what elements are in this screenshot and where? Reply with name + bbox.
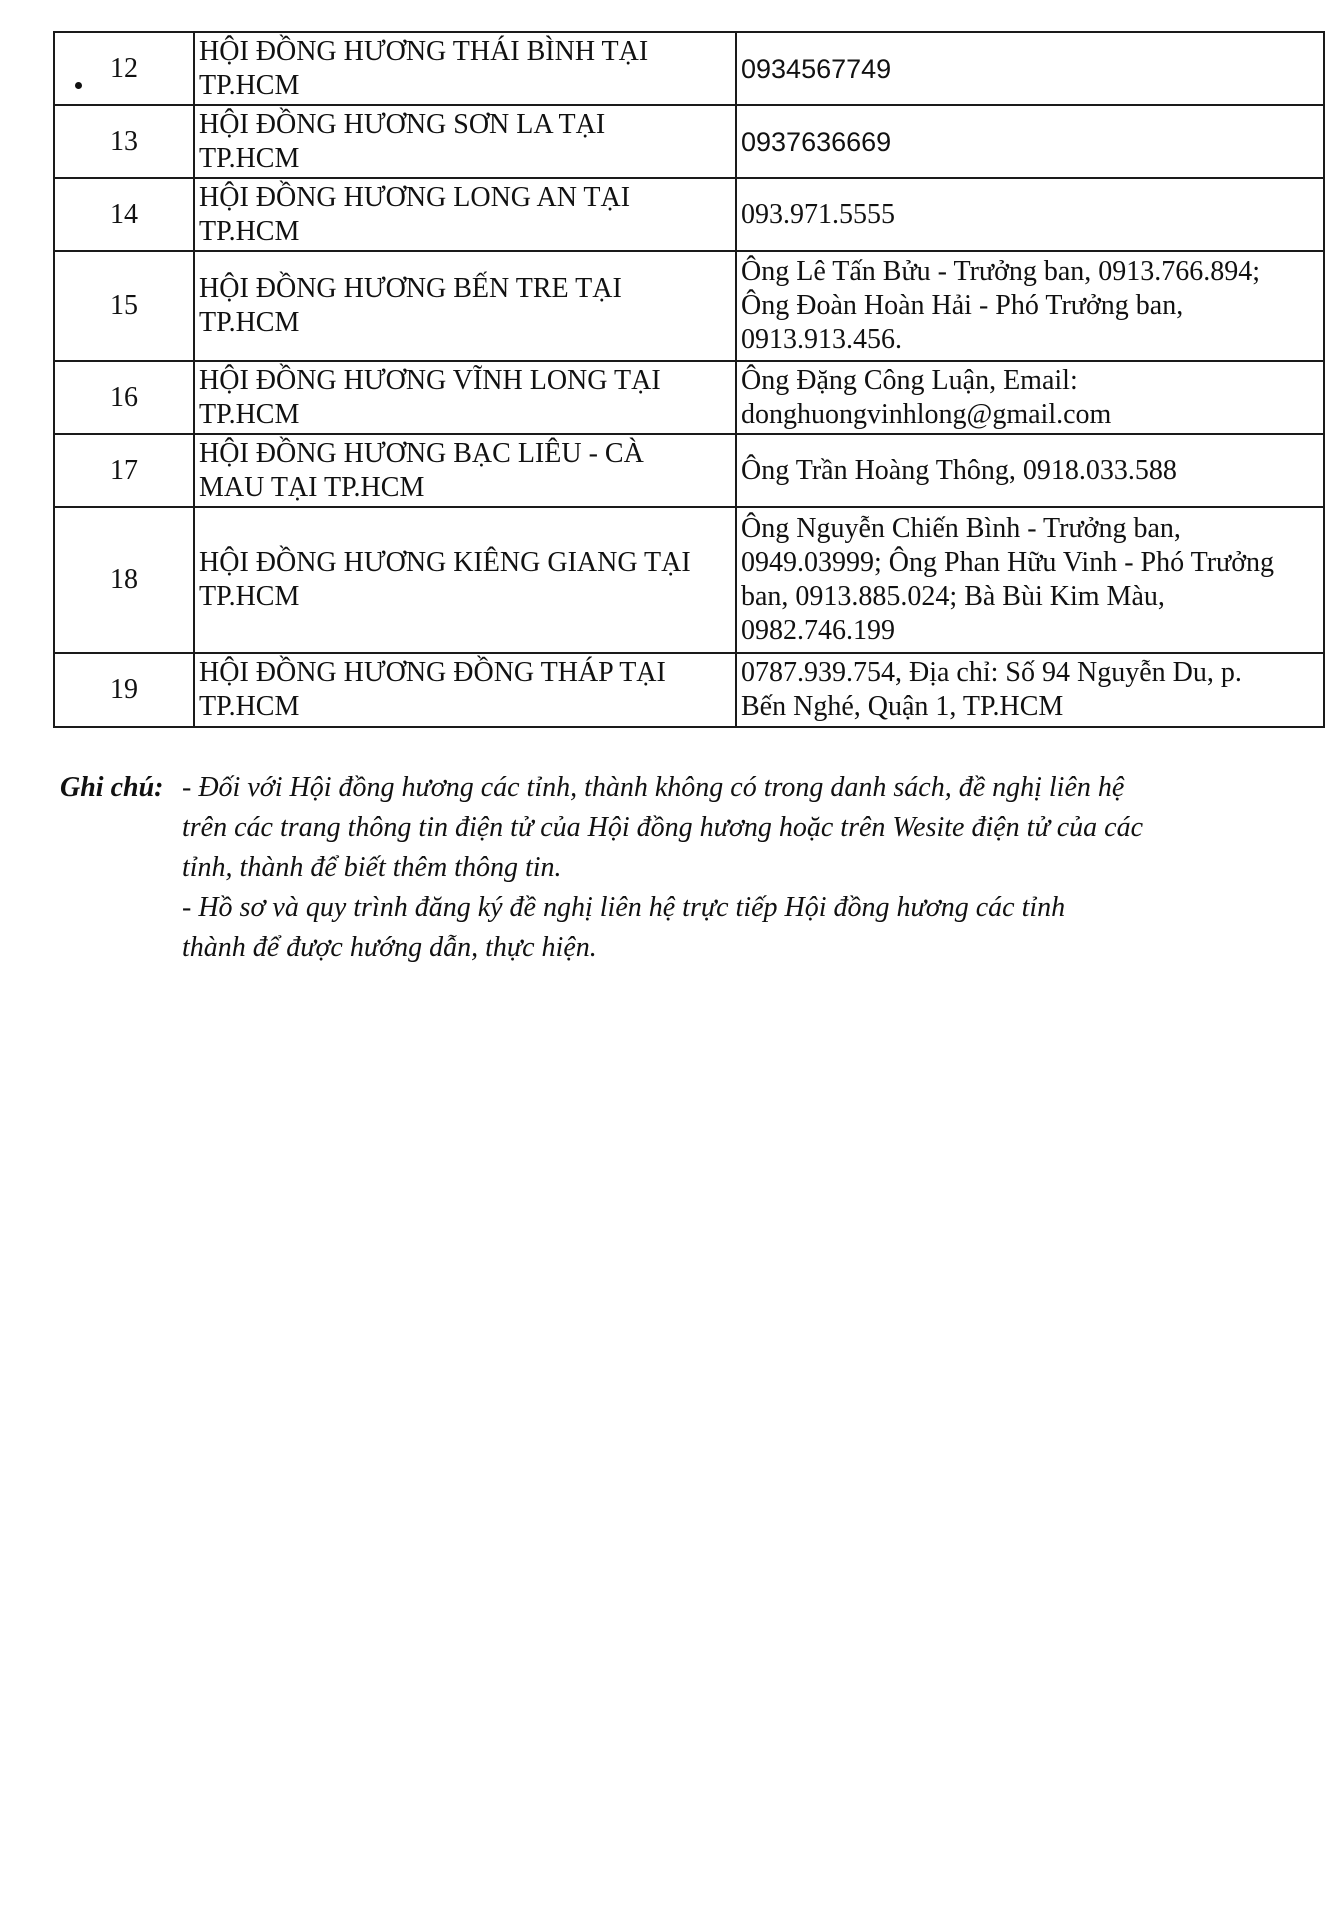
association-name-line: HỘI ĐỒNG HƯƠNG BẠC LIÊU - CÀ <box>199 437 644 469</box>
association-name <box>194 178 736 251</box>
note-body <box>182 768 1262 968</box>
association-name <box>194 251 736 361</box>
contact-line: 0934567749 <box>741 53 892 84</box>
association-name-line: HỘI ĐỒNG HƯƠNG VĨNH LONG TẠI <box>199 364 661 396</box>
contact-line: 0949.03999; Ông Phan Hữu Vinh - Phó Trưởng <box>741 547 1275 578</box>
table-row <box>54 251 1324 361</box>
association-name-line: HỘI ĐỒNG HƯƠNG LONG AN TẠI <box>199 181 631 213</box>
contact-info <box>736 251 1324 361</box>
contact-line: 0787.939.754, Địa chỉ: Số 94 Nguyễn Du, p. <box>741 657 1242 688</box>
contact-line: Ông Trần Hoàng Thông, 0918.033.588 <box>741 454 1177 486</box>
row-number: 16 <box>54 361 194 434</box>
contact-line: 0913.913.456. <box>741 324 902 355</box>
row-number: 15 <box>54 251 194 361</box>
association-name-line: HỘI ĐỒNG HƯƠNG BẾN TRE TẠI <box>199 273 622 304</box>
association-name <box>194 653 736 727</box>
contact-info <box>736 105 1324 178</box>
association-name-line: HỘI ĐỒNG HƯƠNG ĐỒNG THÁP TẠI <box>199 657 666 688</box>
association-name-line: TP.HCM <box>199 142 300 174</box>
contact-line: Bến Nghé, Quận 1, TP.HCM <box>741 691 1064 722</box>
contact-info <box>736 32 1324 105</box>
association-name-line: TP.HCM <box>199 307 300 338</box>
contact-info <box>736 361 1324 434</box>
association-name-line: TP.HCM <box>199 69 300 101</box>
association-name <box>194 434 736 507</box>
row-number: 17 <box>54 434 194 507</box>
association-name-line: HỘI ĐỒNG HƯƠNG THÁI BÌNH TẠI <box>199 35 649 67</box>
association-name-line: TP.HCM <box>199 215 300 247</box>
contact-line: Ông Nguyễn Chiến Bình - Trưởng ban, <box>741 513 1181 544</box>
note-line: - Hồ sơ và quy trình đăng ký đề nghị liên hệ trực tiếp Hội đồng hương các tỉnh <box>182 892 1066 923</box>
row-number: 12 <box>54 32 194 105</box>
row-number: 19 <box>54 653 194 727</box>
association-name-line: TP.HCM <box>199 691 300 722</box>
row-number: 18 <box>54 507 194 653</box>
association-name <box>194 507 736 653</box>
note-line: thành để được hướng dẫn, thực hiện. <box>182 932 597 963</box>
association-name <box>194 361 736 434</box>
table-row <box>54 32 1324 105</box>
association-name-line: HỘI ĐỒNG HƯƠNG KIÊNG GIANG TẠI <box>199 547 691 578</box>
table-row <box>54 361 1324 434</box>
contact-info <box>736 507 1324 653</box>
contact-info <box>736 178 1324 251</box>
contact-line: Ông Đoàn Hoàn Hải - Phó Trưởng ban, <box>741 290 1184 321</box>
association-name-line: TP.HCM <box>199 581 300 612</box>
note-line: trên các trang thông tin điện tử của Hội đồng hương hoặc trên Wesite điện tử của các <box>182 812 1144 843</box>
contact-line: Ông Đặng Công Luận, Email: <box>741 364 1078 396</box>
association-name <box>194 105 736 178</box>
table-row <box>54 653 1324 727</box>
table-row <box>54 507 1324 653</box>
contact-info <box>736 434 1324 507</box>
note-label: Ghi chú: <box>60 772 164 803</box>
row-number: 13 <box>54 105 194 178</box>
note-line: tỉnh, thành để biết thêm thông tin. <box>182 852 562 883</box>
contact-table <box>53 31 1325 728</box>
association-name-line: TP.HCM <box>199 398 300 430</box>
table-row <box>54 434 1324 507</box>
note-line: - Đối với Hội đồng hương các tỉnh, thành không có trong danh sách, đề nghị liên hệ <box>182 772 1125 803</box>
association-name <box>194 32 736 105</box>
contact-line: 0937636669 <box>741 126 892 157</box>
contact-line: ban, 0913.885.024; Bà Bùi Kim Màu, <box>741 581 1165 612</box>
table-row <box>54 105 1324 178</box>
contact-line: Ông Lê Tấn Bửu - Trưởng ban, 0913.766.894; <box>741 256 1261 287</box>
contact-email: donghuongvinhlong@gmail.com <box>741 398 1112 430</box>
contact-line: 0982.746.199 <box>741 615 895 646</box>
association-name-line: HỘI ĐỒNG HƯƠNG SƠN LA TẠI <box>199 108 606 140</box>
contact-info <box>736 653 1324 727</box>
table-row <box>54 178 1324 251</box>
row-number: 14 <box>54 178 194 251</box>
contact-line: 093.971.5555 <box>741 198 895 230</box>
association-name-line: MAU TẠI TP.HCM <box>199 471 425 503</box>
